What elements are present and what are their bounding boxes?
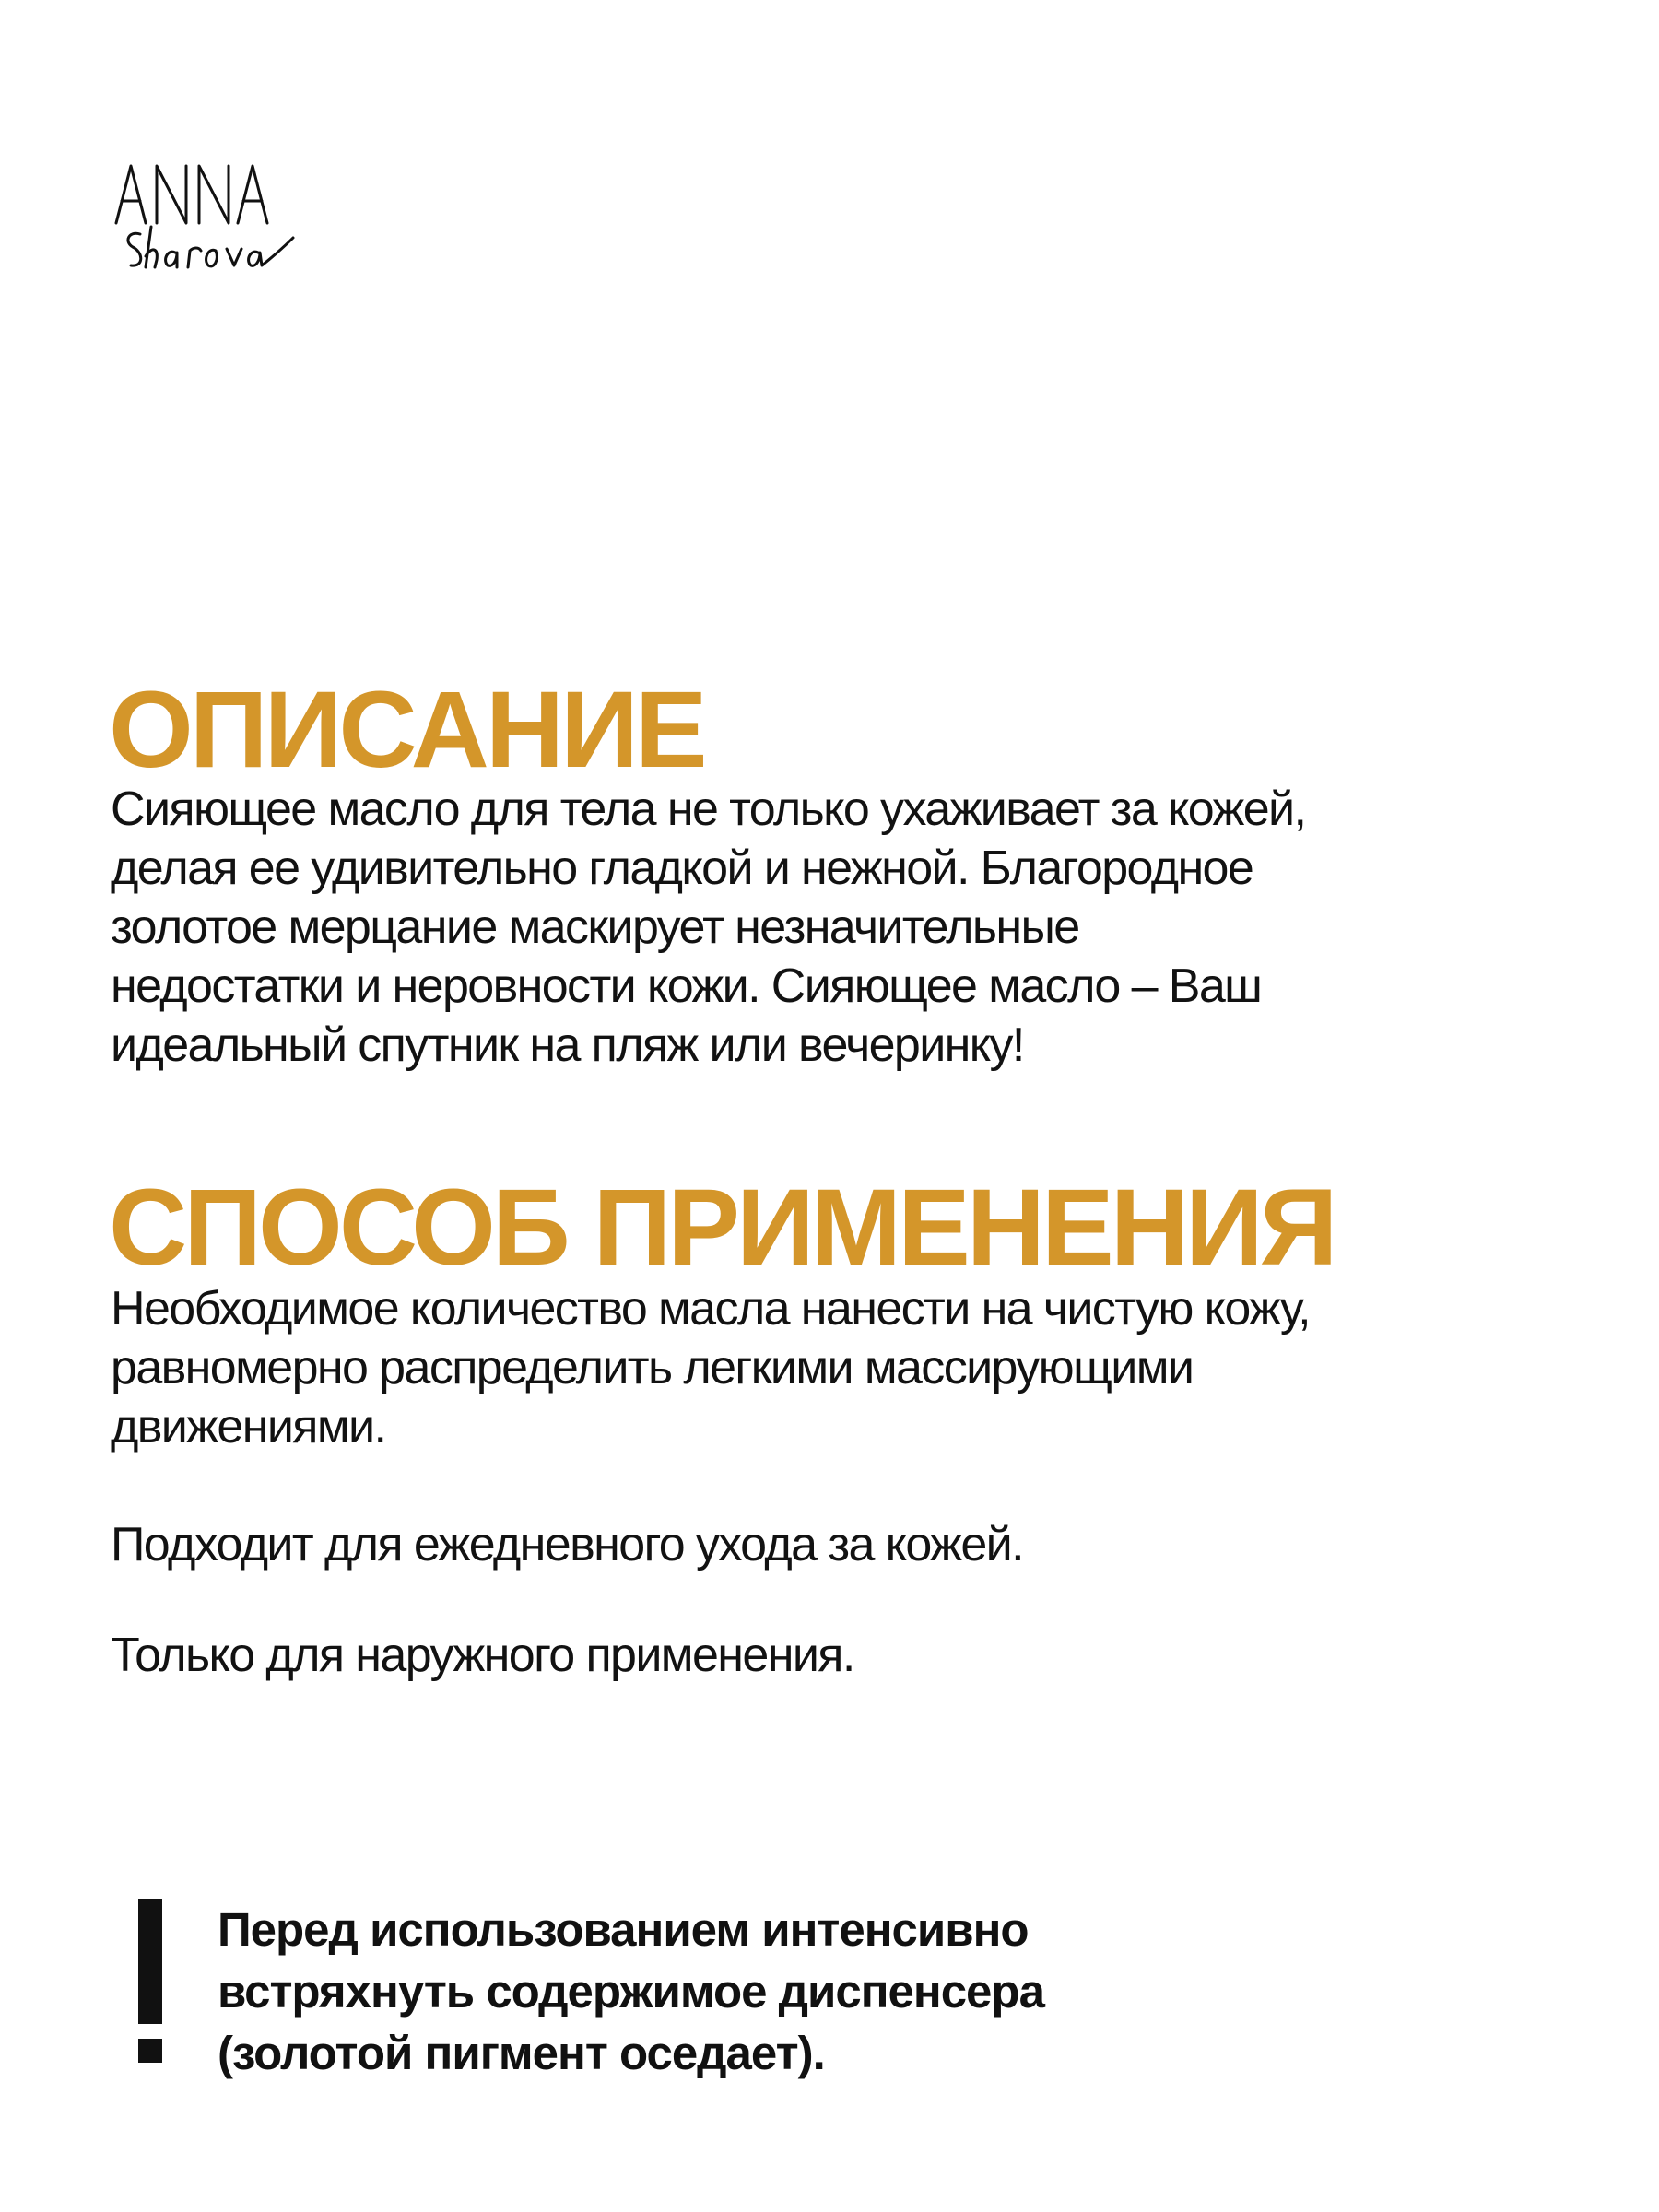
description-line: недостатки и неровности кожи. Сияющее масло – Ваш (111, 959, 1262, 1013)
usage-line: равномерно распределить легкими массирующими (111, 1341, 1194, 1394)
description-line: делая ее удивительно гладкой и нежной. Благородное (111, 841, 1253, 895)
description-line: идеальный спутник на пляж или вечеринку! (111, 1018, 1024, 1072)
description-text (111, 780, 1305, 1075)
usage-text (111, 1279, 1310, 1456)
exclamation-dot (138, 2039, 162, 2063)
usage-line: движениями. (111, 1400, 386, 1453)
brand-logo-mark (103, 138, 306, 304)
external-use-note: Только для наружного применения. (111, 1629, 854, 1682)
description-title: ОПИСАНИЕ (109, 669, 704, 791)
brand-logo (103, 138, 306, 304)
warning-line: (золотой пигмент оседает). (218, 2027, 825, 2079)
usage-line: Необходимое количество масла нанести на чистую кожу, (111, 1282, 1310, 1335)
warning-line: Перед использованием интенсивно (218, 1903, 1029, 1956)
usage-title: СПОСОБ ПРИМЕНЕНИЯ (109, 1167, 1335, 1288)
description-line: Сияющее масло для тела не только ухаживает за кожей, (111, 782, 1306, 836)
warning-line: встряхнуть содержимое диспенсера (218, 1965, 1044, 2018)
warning-block (138, 1899, 1152, 2083)
warning-text (218, 1899, 1044, 2084)
exclamation-bar (138, 1899, 162, 2024)
daily-care-note: Подходит для ежедневного ухода за кожей. (111, 1518, 1023, 1571)
description-line: золотое мерцание маскирует незначительные (111, 900, 1079, 954)
